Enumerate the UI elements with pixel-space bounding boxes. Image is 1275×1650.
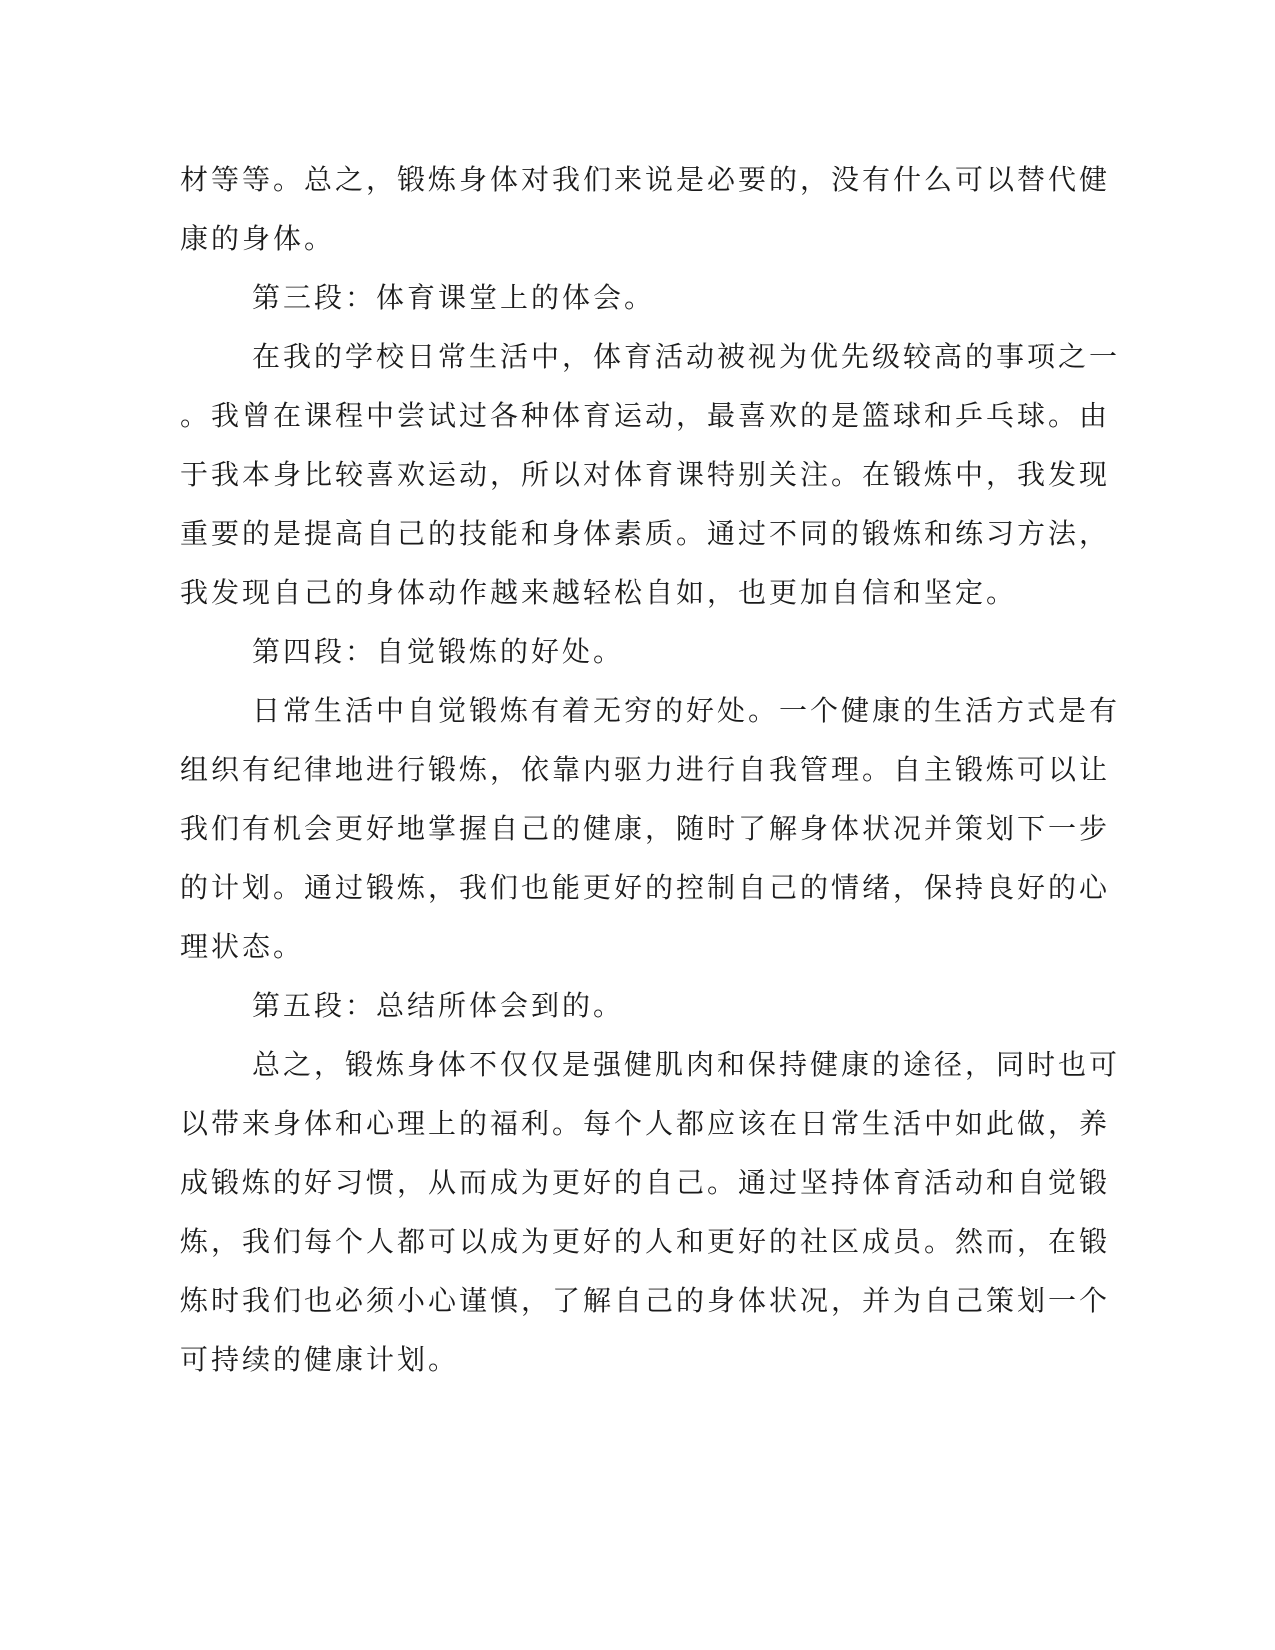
text-line: 理状态。 [180, 930, 305, 963]
section-heading: 第三段：体育课堂上的体会。 [252, 281, 656, 314]
text-line: 我发现自己的身体动作越来越轻松自如，也更加自信和坚定。 [180, 576, 1018, 609]
text-line: 康的身体。 [180, 222, 336, 255]
text-line: 日常生活中自觉锻炼有着无穷的好处。一个健康的生活方式是有 [252, 694, 1121, 727]
text-line: 于我本身比较喜欢运动，所以对体育课特别关注。在锻炼中，我发现 [180, 458, 1111, 491]
text-line: 我们有机会更好地掌握自己的健康，随时了解身体状况并策划下一步 [180, 812, 1111, 845]
text-line: 的计划。通过锻炼，我们也能更好的控制自己的情绪，保持良好的心 [180, 871, 1111, 904]
text-line: 成锻炼的好习惯，从而成为更好的自己。通过坚持体育活动和自觉锻 [180, 1166, 1111, 1199]
text-line: 以带来身体和心理上的福利。每个人都应该在日常生活中如此做，养 [180, 1107, 1111, 1140]
text-line: 。我曾在课程中尝试过各种体育运动，最喜欢的是篮球和乒乓球。由 [180, 399, 1111, 432]
section-heading: 第五段：总结所体会到的。 [252, 989, 625, 1022]
text-line: 材等等。总之，锻炼身体对我们来说是必要的，没有什么可以替代健 [180, 163, 1111, 196]
text-line: 总之，锻炼身体不仅仅是强健肌肉和保持健康的途径，同时也可 [252, 1048, 1121, 1081]
text-line: 可持续的健康计划。 [180, 1343, 460, 1376]
text-line: 炼时我们也必须小心谨慎，了解自己的身体状况，并为自己策划一个 [180, 1284, 1111, 1317]
text-line: 组织有纪律地进行锻炼，依靠内驱力进行自我管理。自主锻炼可以让 [180, 753, 1111, 786]
text-line: 重要的是提高自己的技能和身体素质。通过不同的锻炼和练习方法， [180, 517, 1111, 550]
text-line: 在我的学校日常生活中，体育活动被视为优先级较高的事项之一 [252, 340, 1121, 373]
section-heading: 第四段：自觉锻炼的好处。 [252, 635, 625, 668]
text-line: 炼，我们每个人都可以成为更好的人和更好的社区成员。然而，在锻 [180, 1225, 1111, 1258]
